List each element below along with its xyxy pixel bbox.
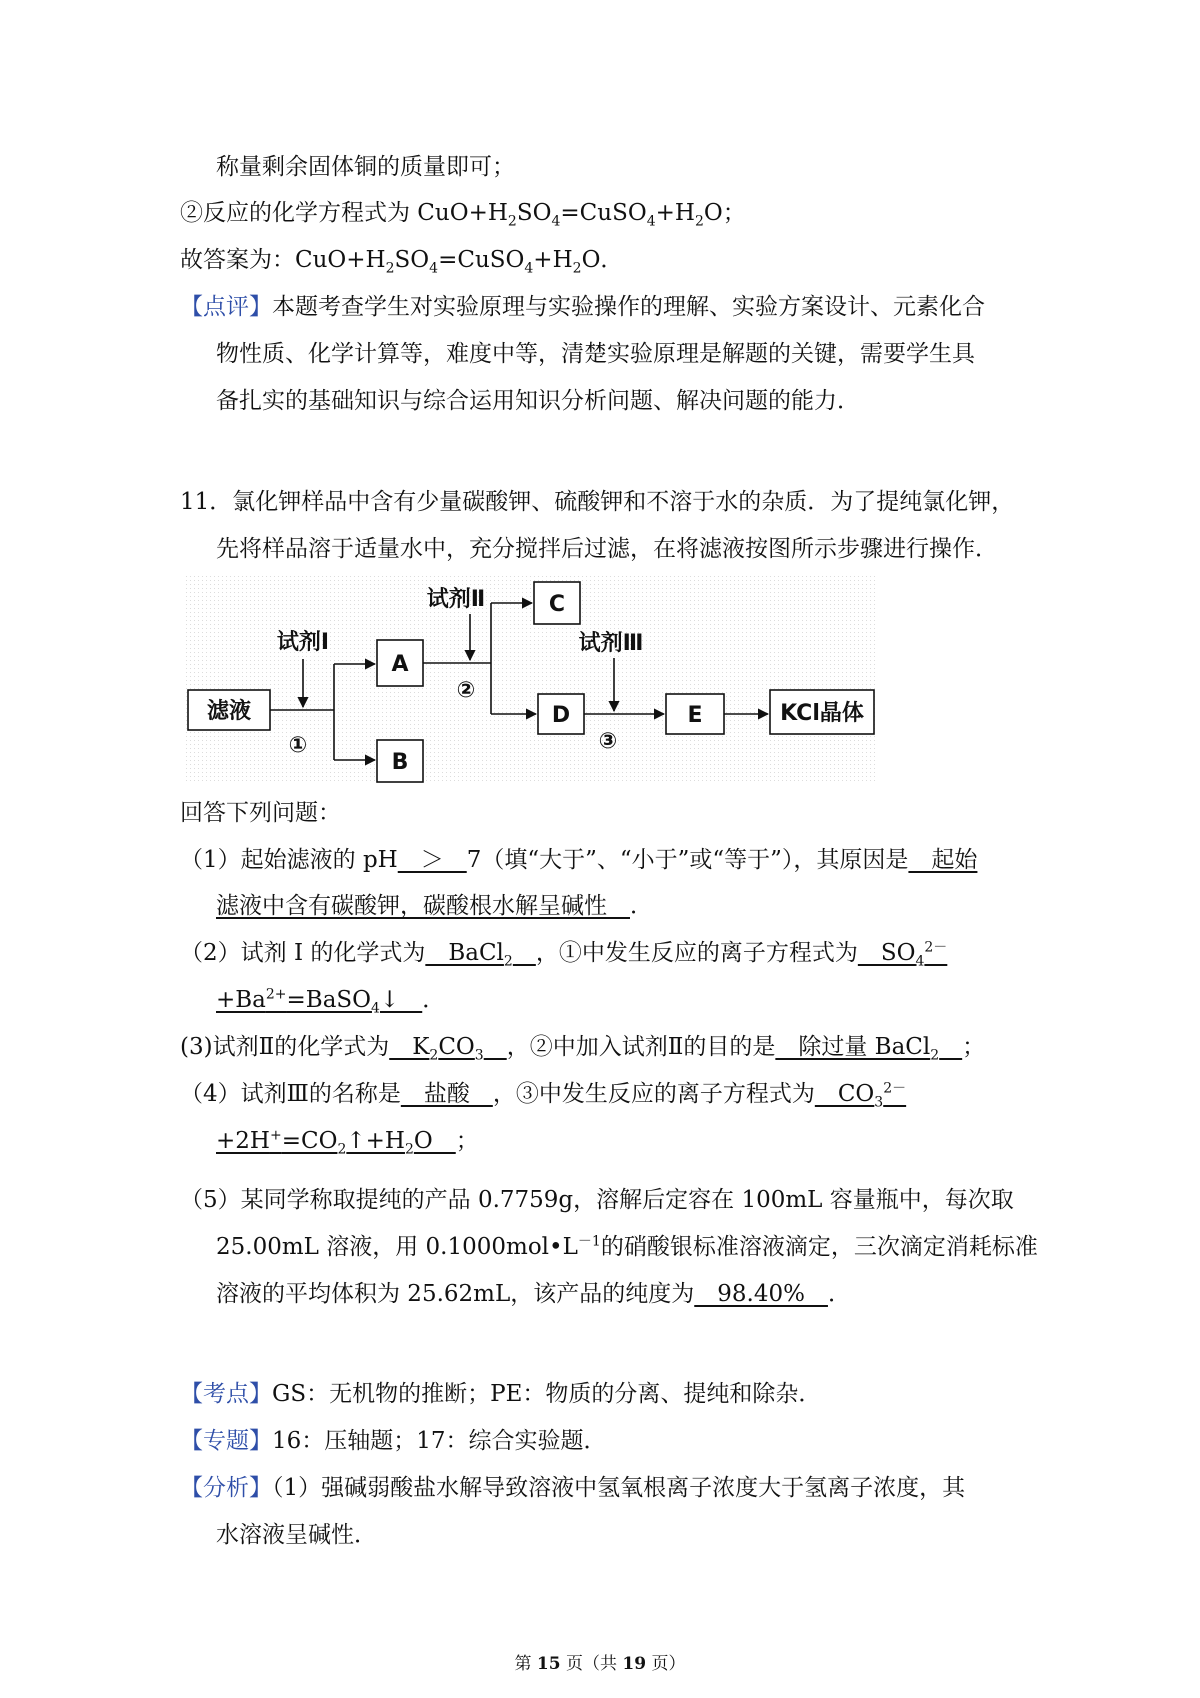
label-d: D <box>551 703 571 728</box>
kaodian-tag: 【考点】 <box>180 1381 272 1407</box>
answer-blank: 98.40% <box>694 1281 828 1307</box>
text-line: 称量剩余固体铜的质量即可； <box>216 154 515 180</box>
label-step3: ③ <box>598 729 618 754</box>
sub-question-5-cont: 溶液的平均体积为 25.62mL，该产品的纯度为 98.40% ． <box>216 1281 851 1307</box>
page-total: 19 <box>622 1654 647 1674</box>
label-e: E <box>687 703 703 728</box>
kaodian-line: 【考点】GS：无机物的推断；PE：物质的分离、提纯和除杂． <box>180 1381 822 1407</box>
label-c: C <box>548 592 566 617</box>
sub-question-2: （2）试剂 Ⅰ 的化学式为 BaCl$_2$ ，①中发生反应的离子方程式为 $SO_4^{2-}$ <box>180 939 948 970</box>
flowchart <box>186 576 876 784</box>
answer-blank: BaCl$_2$ <box>425 940 513 970</box>
page-number: 15 <box>536 1654 561 1674</box>
question-stem: 先将样品溶于适量水中，充分搅拌后过滤，在将滤液按图所示步骤进行操作． <box>216 536 998 562</box>
fenxi-line: 水溶液呈碱性． <box>216 1522 377 1548</box>
answer-blank: $CO_3^{2-}$ <box>814 1080 907 1111</box>
comment-line: 【点评】本题考查学生对实验原理与实验操作的理解、实验方案设计、元素化合 <box>180 294 985 320</box>
answer-blank: ＞ <box>397 847 467 873</box>
comment-line: 物性质、化学计算等，难度中等，清楚实验原理是解题的关键，需要学生具 <box>216 341 975 367</box>
answer-blank: $+2H^+=CO_2↑+H_2O$ <box>216 1127 456 1158</box>
zhuanti-tag: 【专题】 <box>180 1428 272 1454</box>
label-filtrate: 滤液 <box>206 699 252 724</box>
label-b: B <box>391 750 409 775</box>
label-reagent1: 试剂Ⅰ <box>276 630 330 655</box>
sub-question-2-cont: $+Ba^{2+}=BaSO_4↓$ ． <box>216 986 446 1017</box>
answer-line: 故答案为：$CuO+H_2SO_4=CuSO_4+H_2O$． <box>180 247 624 277</box>
comment-tag: 【点评】 <box>180 294 272 320</box>
fenxi-line: 【分析】（1）强碱弱酸盐水解导致溶液中氢氧根离子浓度大于氢离子浓度，其 <box>180 1475 966 1501</box>
label-step2: ② <box>456 678 476 703</box>
comment-line: 备扎实的基础知识与综合运用知识分析问题、解决问题的能力． <box>216 388 860 414</box>
label-reagent2: 试剂Ⅱ <box>426 587 486 612</box>
answer-blank: 盐酸 <box>400 1081 493 1107</box>
answer-blank: $+Ba^{2+}=BaSO_4↓$ <box>216 986 423 1017</box>
answer-intro: 回答下列问题： <box>180 800 341 826</box>
sub-question-5-cont: 25.00mL 溶液，用 $0.1000mol•L^{-1}$的硝酸银标准溶液滴定，三次滴定消耗标准 <box>216 1233 1038 1260</box>
equation-line: ②反应的化学方程式为 $CuO+H_2SO_4=CuSO_4+H_2O$； <box>180 200 746 230</box>
answer-blank: $K_2CO_3$ <box>389 1034 484 1064</box>
answer-blank: 除过量 BaCl$_2$ <box>775 1034 940 1064</box>
answer-blank: $SO_4^{2-}$ <box>857 939 948 970</box>
zhuanti-line: 【专题】16：压轴题；17：综合实验题． <box>180 1428 607 1454</box>
sub-question-4-cont: $+2H^+=CO_2↑+H_2O$ ； <box>216 1127 479 1158</box>
page-footer: 第 15 页（共 19 页） <box>514 1654 686 1674</box>
label-kcl: KCl晶体 <box>780 701 864 726</box>
answer-blank: 起始 <box>908 847 978 873</box>
sub-question-5: （5）某同学称取提纯的产品 0.7759g，溶解后定容在 100mL 容量瓶中，每次取 <box>180 1187 1014 1213</box>
label-step1: ① <box>288 733 308 758</box>
label-reagent3: 试剂Ⅲ <box>578 631 644 656</box>
question-stem: 11．氯化钾样品中含有少量碳酸钾、硫酸钾和不溶于水的杂质．为了提纯氯化钾， <box>180 489 1015 515</box>
label-a: A <box>391 652 409 677</box>
fenxi-tag: 【分析】 <box>180 1475 272 1501</box>
sub-question-4: （4）试剂Ⅲ的名称是 盐酸 ，③中发生反应的离子方程式为 $CO_3^{2-}$ <box>180 1080 907 1111</box>
sub-question-1-cont: 滤液中含有碳酸钾，碳酸根水解呈碱性 ． <box>216 893 653 919</box>
sub-question-3: (3)试剂Ⅱ的化学式为 $K_2CO_3$ ，②中加入试剂Ⅱ的目的是 除过量 BaCl$_2$ ； <box>180 1034 986 1064</box>
sub-question-1: （1）起始滤液的 pH ＞ 7（填“大于”、“小于”或“等于”），其原因是 起始 <box>180 847 978 873</box>
answer-blank: 滤液中含有碳酸钾，碳酸根水解呈碱性 <box>216 893 630 919</box>
